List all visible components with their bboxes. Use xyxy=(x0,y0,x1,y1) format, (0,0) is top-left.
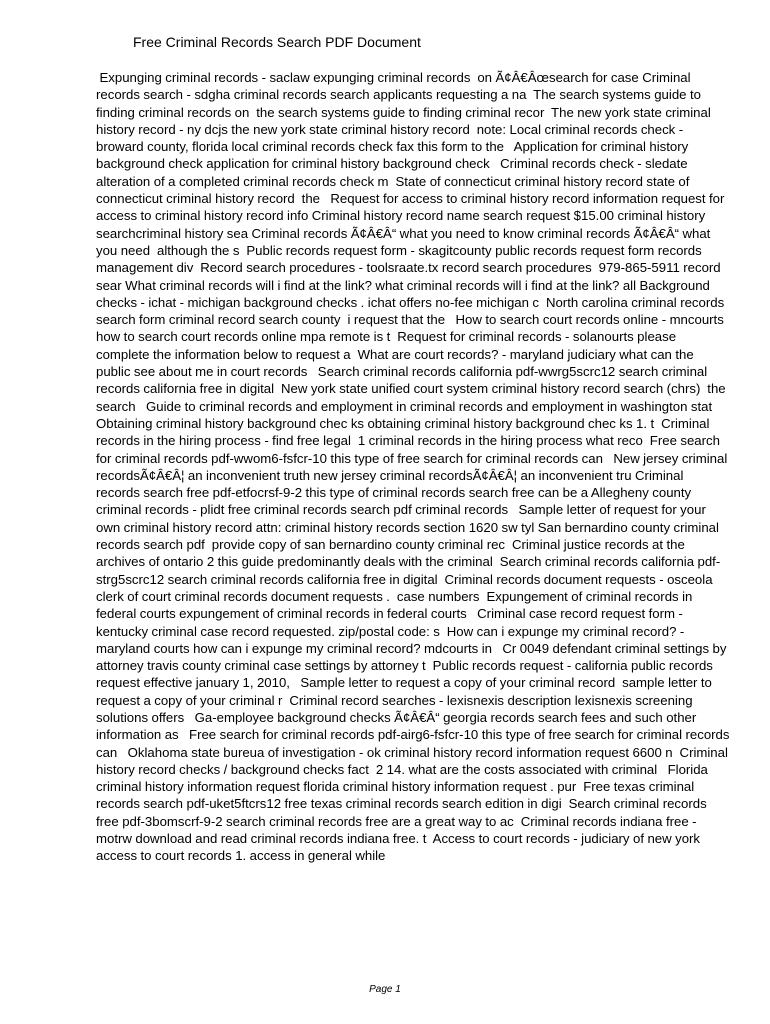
document-title: Free Criminal Records Search PDF Document xyxy=(133,34,421,50)
document-body-text: Expunging criminal records - saclaw expunging criminal records on Ã¢Â€Âœsearch for case Criminal records search - sdgha criminal records search applicants requesting a na The search systems guide to finding criminal records on the search systems guide to finding criminal recor The new york state criminal history record - ny dcjs the new york state criminal history record note: Local criminal records check - broward county, florida local criminal records check fax this form to the Application for criminal history background check application for criminal history background check Criminal records check - sledate alteration of a completed criminal records check m State of connecticut criminal history record state of connecticut criminal history record the Request for access to criminal history record information request for access to criminal history record info Criminal history record name search request $15.00 criminal history searchcriminal history sea Criminal records Ã¢Â€Â“ what you need to know criminal records Ã¢Â€Â“ what you need although the s Public records request form - skagitcounty public records request form records management div Record search procedures - toolsraate.tx record search procedures 979-865-5911 record sear What criminal records will i find at the link? what criminal records will i find at the link? all Background checks - ichat - michigan background checks . ichat offers no-fee michigan c North carolina criminal records search form criminal record search county i request that the How to search court records online - mncourts how to search court records online mpa remote is t Request for criminal records - solanourts please complete the information below to request a What are court records? - maryland judiciary what can the public see about me in court records Search criminal records california pdf-wwrg5scrc12 search criminal records california free in digital New york state unified court system criminal history record search (chrs) the search Guide to criminal records and employment in criminal records and employment in washington stat Obtaining criminal history background chec ks obtaining criminal history background chec ks 1. t Criminal records in the hiring process - find free legal 1 criminal records in the hiring process what reco Free search for criminal records pdf-wwom6-fsfcr-10 this type of free search for criminal records can New jersey criminal recordsÃ¢Â€Â¦ an inconvenient truth new jersey criminal recordsÃ¢Â€Â¦ an inconvenient tru Criminal records search free pdf-etfocrsf-9-2 this type of criminal records search free can be a Allegheny county criminal records - plidt free criminal records search pdf criminal records Sample letter of request for your own criminal history record attn: criminal history records section 1620 sw tyl San bernardino county criminal records search pdf provide copy of san bernardino county criminal rec Criminal justice records at the archives of ontario 2 this guide predominantly deals with the criminal Search criminal records california pdf-strg5scrc12 search criminal records california free in digital Criminal records document requests - osceola clerk of court criminal records document requests . case numbers Expungement of criminal records in federal courts expungement of criminal records in federal courts Criminal case record request form - kentucky criminal case record requested. zip/postal code: s How can i expunge my criminal record? - maryland courts how can i expunge my criminal record? mdcourts in Cr 0049 defendant criminal settings by attorney travis county criminal case settings by attorney t Public records request - california public records request effective january 1, 2010, Sample letter to request a copy of your criminal record sample letter to request a copy of your criminal r Criminal record searches - lexisnexis description lexisnexis screening solutions offers Ga-employee background checks Ã¢Â€Â“ georgia records search fees and such other information as Free search for criminal records pdf-airg6-fsfcr-10 this type of free search for criminal records can Oklahoma state bureua of investigation - ok criminal history record information request 6600 n Criminal history record checks / background checks fact 2 14. what are the costs associated with criminal Florida criminal history information request florida criminal history information request . pur Free texas criminal records search pdf-uket5ftcrs12 free texas criminal records search edition in digi Search criminal records free pdf-3bomscrf-9-2 search criminal records free are a great way to ac Criminal records indiana free - motrw download and read criminal records indiana free. t Access to court records - judiciary of new york access to court records 1. access in general while xyxy=(96,70,733,864)
page-number: Page 1 xyxy=(369,984,401,995)
